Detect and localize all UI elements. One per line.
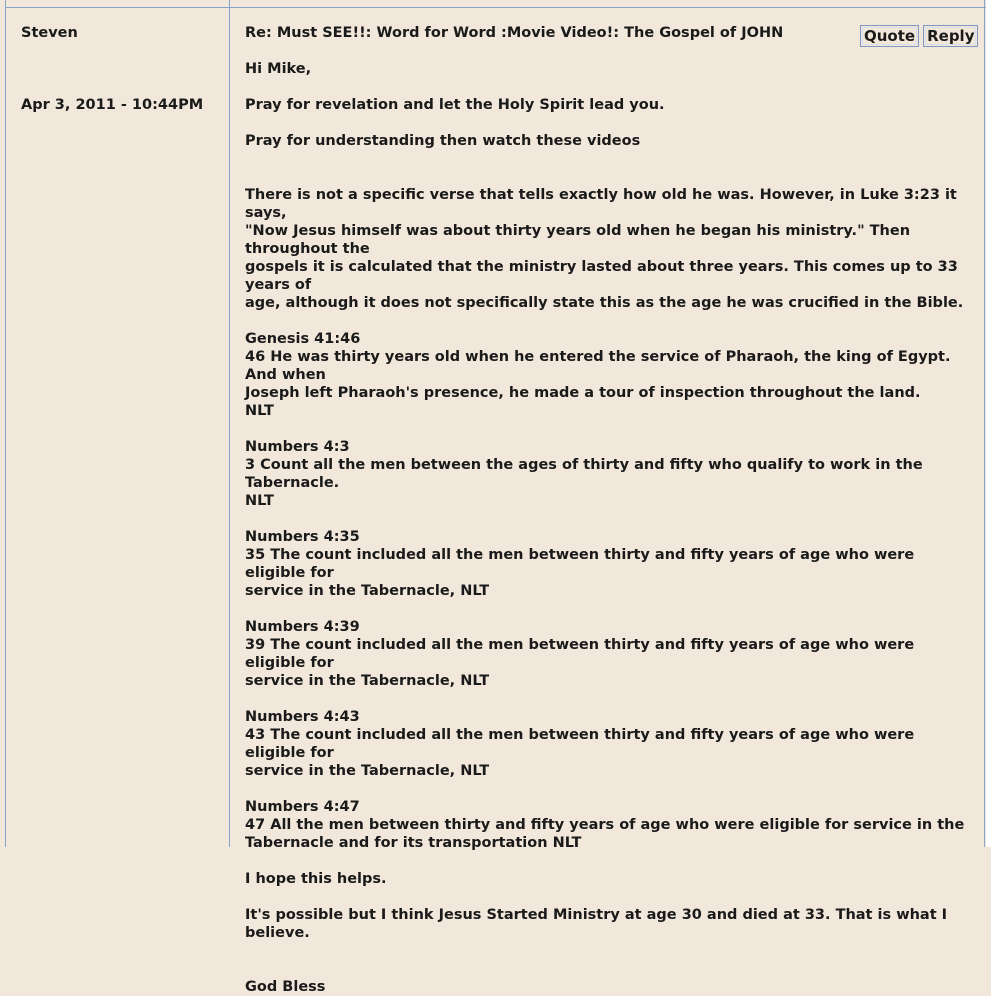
paragraph-3-line: age, although it does not specifically state this as the age he was crucified in the Bible. [245, 295, 964, 311]
post-subject: Re: Must SEE!!: Word for Word :Movie Video!: The Gospel of JOHN [245, 25, 784, 41]
signoff: God Bless [245, 979, 326, 995]
verse-reference: Numbers 4:39 [245, 619, 360, 635]
paragraph-3 [245, 186, 975, 312]
reply-button[interactable]: Reply [923, 25, 978, 47]
verse-line: 46 He was thirty years old when he entered the service of Pharaoh, the king of Egypt. And when [245, 349, 951, 383]
right-border [984, 0, 985, 847]
paragraph-2: Pray for understanding then watch these videos [245, 133, 641, 149]
verse-block [245, 528, 975, 600]
paragraph-3-line: There is not a specific verse that tells exactly how old he was. However, in Luke 3:23 it says, [245, 187, 957, 221]
verse-line: Joseph left Pharaoh's presence, he made a tour of inspection throughout the land. [245, 385, 921, 401]
verse-block [245, 330, 975, 420]
verse-block [245, 708, 975, 780]
verse-reference: Numbers 4:47 [245, 799, 360, 815]
paragraph-1: Pray for revelation and let the Holy Spirit lead you. [245, 97, 665, 113]
verse-line: 3 Count all the men between the ages of thirty and fifty who qualify to work in the Tabernacle. [245, 457, 923, 491]
verse-line: service in the Tabernacle, NLT [245, 673, 490, 689]
post-author[interactable]: Steven [21, 25, 78, 41]
quote-button[interactable]: Quote [860, 25, 919, 47]
paragraph-3-line: gospels it is calculated that the ministry lasted about three years. This comes up to 33 years of [245, 259, 958, 293]
page-edge [986, 0, 991, 847]
verse-reference: Numbers 4:43 [245, 709, 360, 725]
closing-2: It's possible but I think Jesus Started Ministry at age 30 and died at 33. That is what I believe. [245, 907, 948, 941]
verse-line: 47 All the men between thirty and fifty years of age who were eligible for service in the [245, 817, 965, 833]
paragraph-3-line: "Now Jesus himself was about thirty years old when he began his ministry." Then throughout the [245, 223, 911, 257]
greeting: Hi Mike, [245, 61, 312, 77]
verse-block [245, 798, 975, 852]
verse-reference: Numbers 4:35 [245, 529, 360, 545]
verse-reference: Numbers 4:3 [245, 439, 350, 455]
verse-line: NLT [245, 493, 274, 509]
verse-line: service in the Tabernacle, NLT [245, 763, 490, 779]
column-divider [229, 0, 230, 847]
verse-line: service in the Tabernacle, NLT [245, 583, 490, 599]
left-border [5, 0, 6, 847]
post-body [245, 60, 975, 996]
verse-line: 43 The count included all the men between thirty and fifty years of age who were eligible for [245, 727, 915, 761]
verse-line: NLT [245, 403, 274, 419]
verse-line: Tabernacle and for its transportation NLT [245, 835, 582, 851]
post-actions [860, 25, 978, 47]
post-top-border [5, 7, 986, 8]
verse-line: 39 The count included all the men between thirty and fifty years of age who were eligible for [245, 637, 915, 671]
verse-reference: Genesis 41:46 [245, 331, 361, 347]
closing-1: I hope this helps. [245, 871, 387, 887]
verse-block [245, 438, 975, 510]
post-date: Apr 3, 2011 - 10:44PM [21, 97, 204, 113]
verse-line: 35 The count included all the men between thirty and fifty years of age who were eligible for [245, 547, 915, 581]
verse-block [245, 618, 975, 690]
